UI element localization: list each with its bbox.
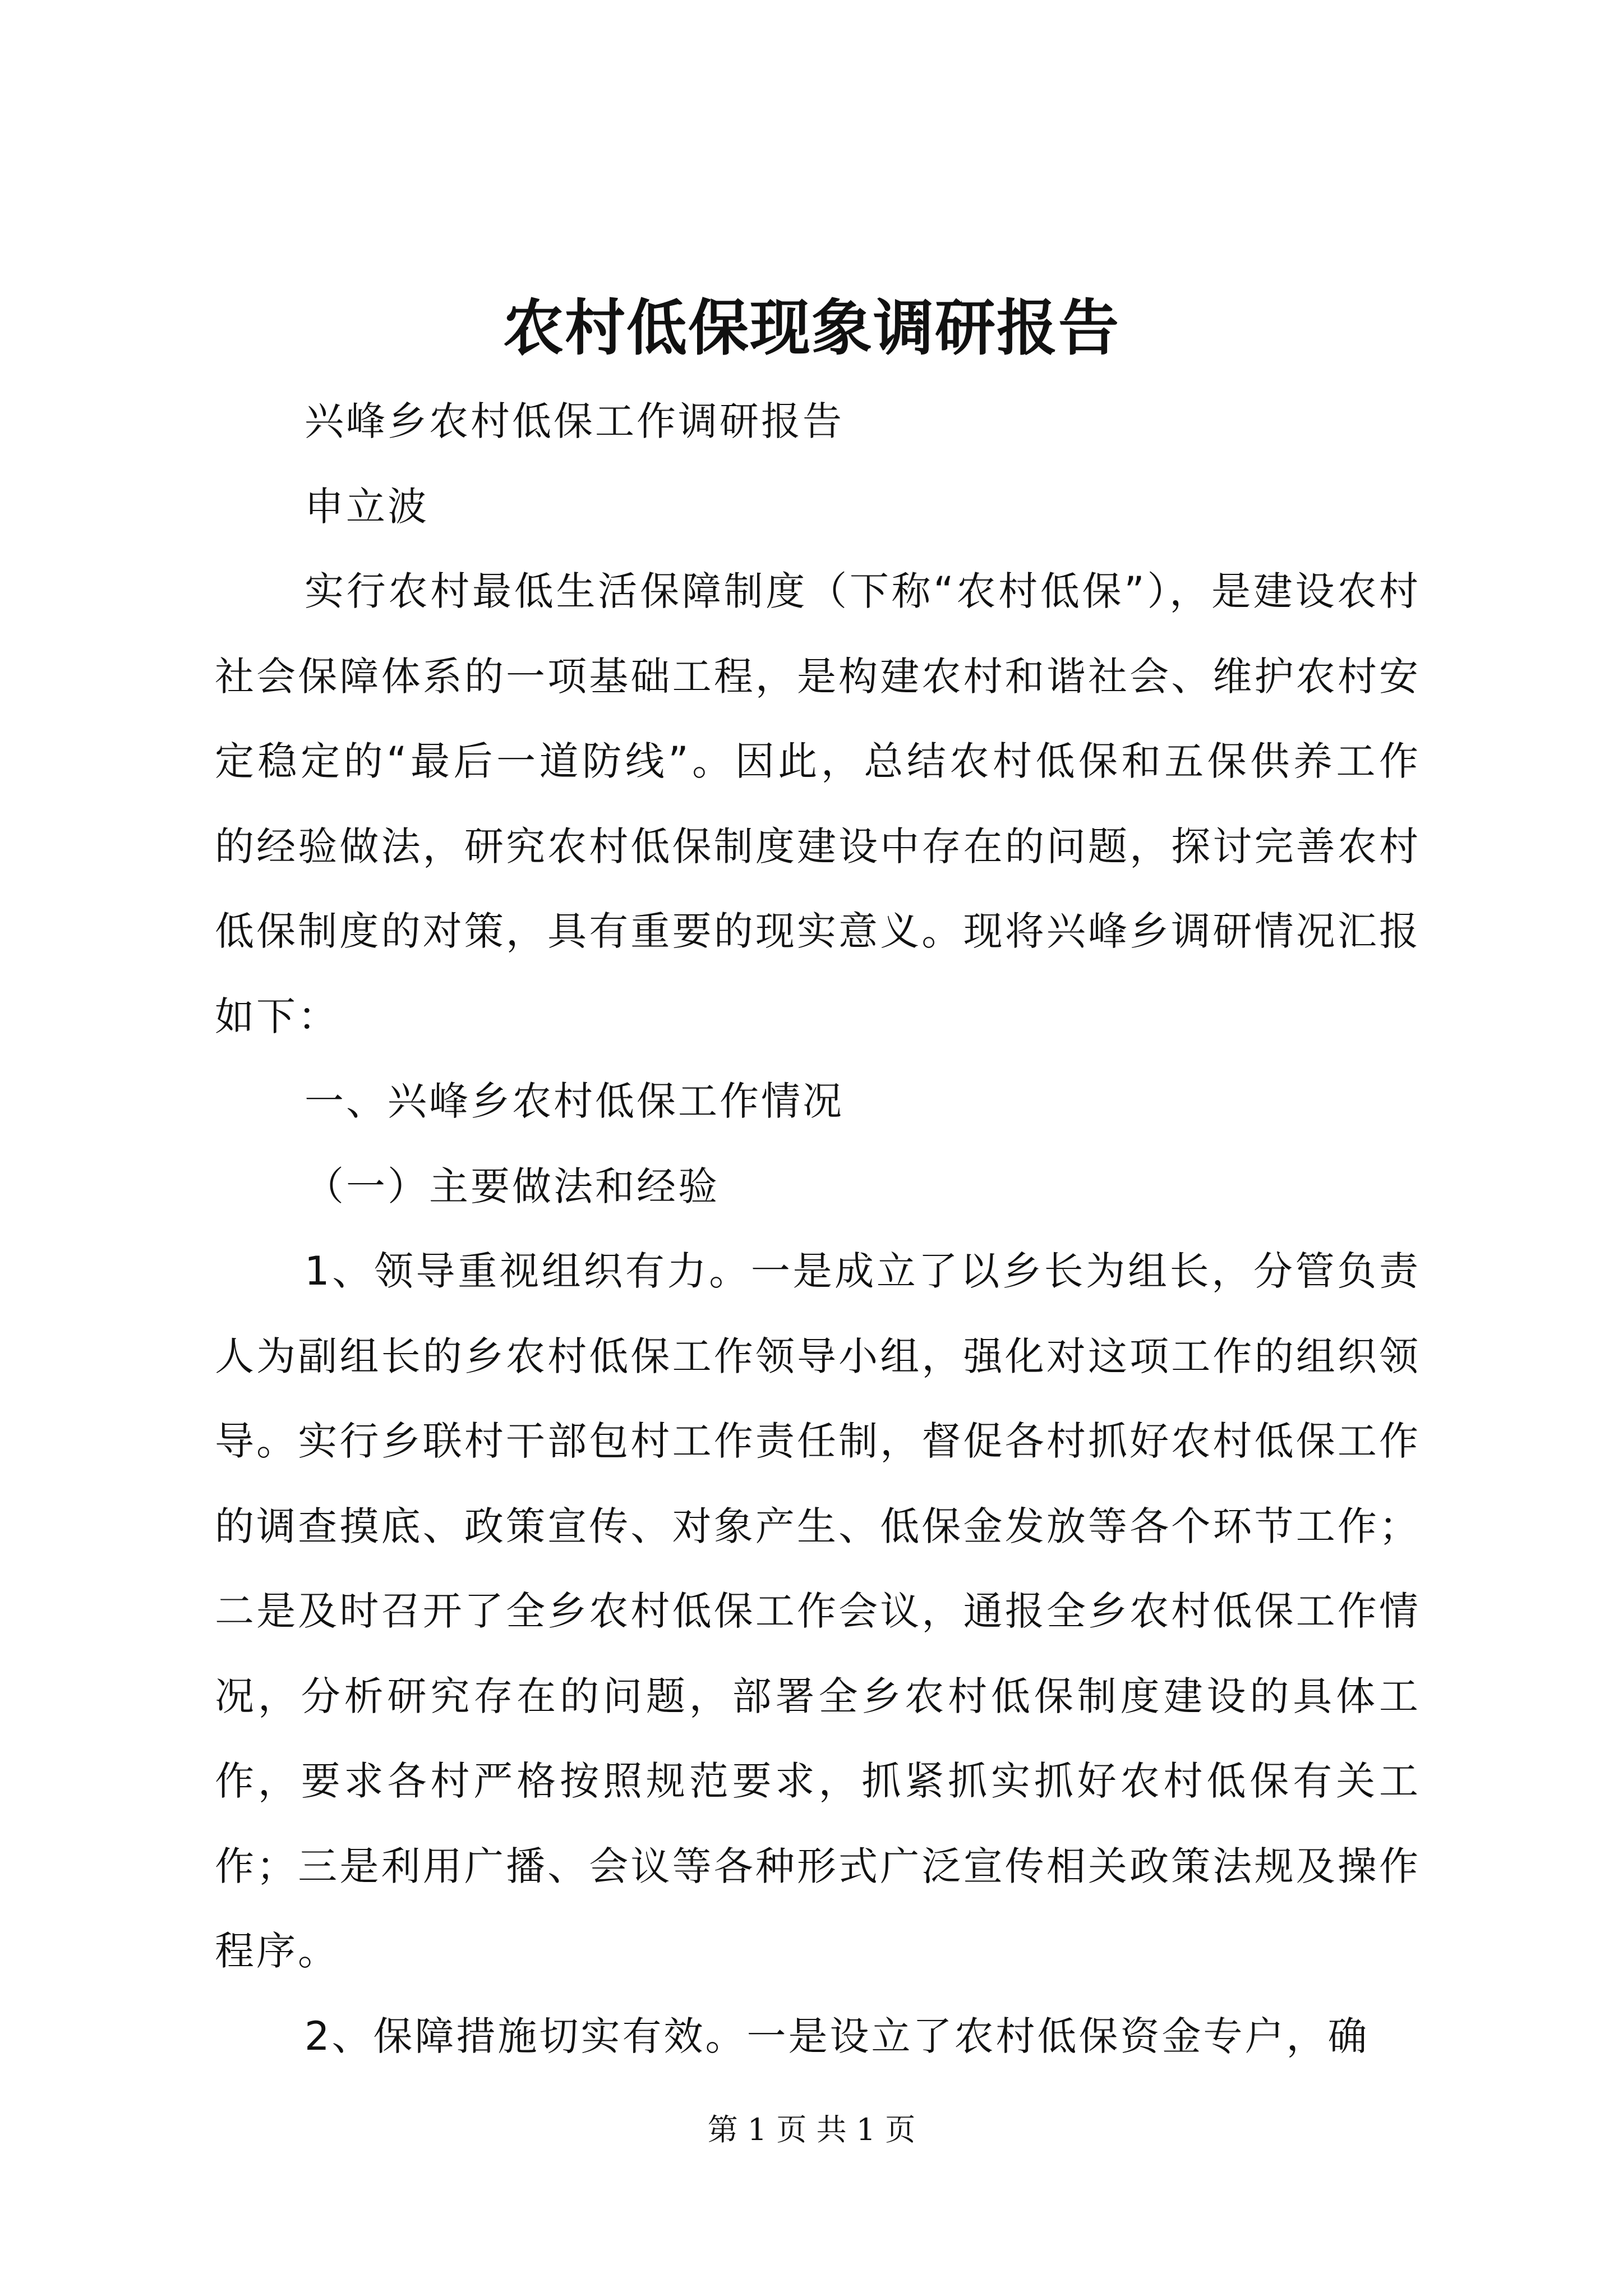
subsection-heading-1: （一）主要做法和经验: [305, 1163, 720, 1209]
document-body: [215, 379, 1421, 2079]
paragraph-item-1: 1、领导重视组织有力。一是成立了以乡长为组长，分管负责人为副组长的乡农村低保工作领导小组，强化对这项工作的组织领导。实行乡联村干部包村工作责任制，督促各村抓好农村低保工作的调查摸底、政策宣传、对象产生、低保金发放等各个环节工作；二是及时召开了全乡农村低保工作会议，通报全乡农村低保工作情况，分析研究存在的问题，部署全乡农村低保制度建设的具体工作，要求各村严格按照规范要求，抓紧抓实抓好农村低保有关工作；三是利用广播、会议等各种形式广泛宣传相关政策法规及操作程序。: [215, 1248, 1421, 1974]
page-number-footer: 第 1 页 共 1 页: [707, 2112, 916, 2147]
paragraph-item-2: 2、保障措施切实有效。一是设立了农村低保资金专户，确: [305, 2013, 1370, 2059]
document-author: 申立波: [305, 483, 429, 530]
document-title: 农村低保现象调研报告: [502, 293, 1120, 364]
section-heading-1: 一、兴峰乡农村低保工作情况: [305, 1078, 844, 1124]
paragraph-intro: 实行农村最低生活保障制度（下称“农村低保”），是建设农村社会保障体系的一项基础工程，是构建农村和谐社会、维护农村安定稳定的“最后一道防线”。因此，总结农村低保和五保供养工作的经验做法，研究农村低保制度建设中存在的问题，探讨完善农村低保制度的对策，具有重要的现实意义。现将兴峰乡调研情况汇报如下：: [215, 568, 1421, 1039]
document-subtitle: 兴峰乡农村低保工作调研报告: [305, 398, 844, 444]
